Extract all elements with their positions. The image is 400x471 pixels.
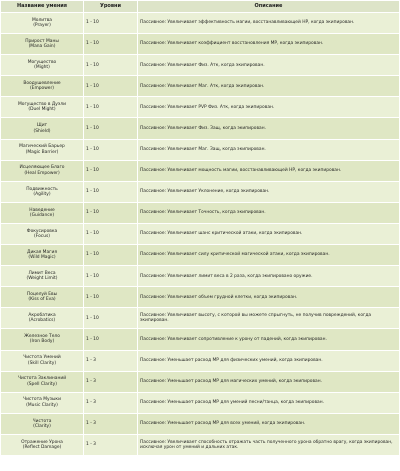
skill-name-cell (1, 13, 84, 34)
skill-levels: 1 - 10 (84, 181, 138, 202)
skill-levels: 1 - 10 (84, 118, 138, 139)
table-row (1, 329, 400, 350)
skill-description: Пассивное: Увеличивает лимит веса в 2 раза, когда экипировано оружие. (138, 266, 400, 287)
skill-levels: 1 - 10 (84, 287, 138, 308)
skill-description: Пассивное: Увеличивает способность отражать часть полученного урона обратно врагу, когда экипирован, исключая урон от умений и дальних атак. (138, 434, 400, 455)
table-row (1, 287, 400, 308)
table-row (1, 392, 400, 413)
table-row (1, 350, 400, 371)
header-row (1, 1, 400, 13)
skill-description: Пассивное: Увеличивает Маг. Атк, когда экипирован. (138, 76, 400, 97)
skill-name-ru: Акробатика (28, 313, 56, 319)
skill-name-ru: Воодушевление (23, 81, 61, 87)
table-row (1, 55, 400, 76)
skill-name-ru: Железное Тело (24, 334, 60, 340)
skill-description: Пассивное: Уменьшает расход MP для всех умений, когда экипирован. (138, 413, 400, 434)
skill-name-en: (Spell Clarity) (27, 381, 57, 387)
skill-levels: 1 - 10 (84, 308, 138, 329)
skill-name-cell (1, 392, 84, 413)
skill-description: Пассивное: Увеличивает силу критической магической атаки, когда экипирован. (138, 245, 400, 266)
header-levels: Уровни (84, 1, 138, 13)
skill-name-en: (Acrobatics) (28, 318, 56, 324)
skill-name-cell (1, 350, 84, 371)
table-row (1, 223, 400, 244)
skill-name-cell (1, 413, 84, 434)
table-row (1, 245, 400, 266)
skill-name-en: (Shield) (33, 128, 51, 134)
table-row (1, 34, 400, 55)
skill-name-en: (Duel Might) (28, 107, 56, 113)
table-row (1, 13, 400, 34)
skill-description: Пассивное: Увеличивает PVP Физ. Атк, когда экипирован. (138, 97, 400, 118)
skill-levels: 1 - 3 (84, 434, 138, 455)
skill-name-ru: Дикая Магия (27, 249, 57, 255)
skill-name-ru: Прирост Маны (25, 38, 59, 44)
skill-name-ru: Щит (36, 123, 48, 129)
skill-name-ru: Магический Барьер (19, 144, 65, 150)
header-description: Описание (138, 1, 400, 13)
skill-name-cell (1, 202, 84, 223)
skill-levels: 1 - 10 (84, 223, 138, 244)
skill-name-en: (Guidance) (29, 212, 55, 218)
table-row (1, 97, 400, 118)
skill-name-en: (Iron Body) (29, 339, 55, 345)
table-row (1, 202, 400, 223)
table-row (1, 413, 400, 434)
table-row (1, 266, 400, 287)
table-row (1, 118, 400, 139)
skill-name-ru: Подвижность (26, 186, 58, 192)
skill-name-en: (Prayer) (33, 23, 51, 29)
skill-name-ru: Чистота Музыки (23, 397, 61, 403)
skill-description: Пассивное: Увеличивает Уклонение, когда экипирован. (138, 181, 400, 202)
skill-name-ru: Молитва (32, 17, 52, 23)
skill-name-cell (1, 266, 84, 287)
skill-levels: 1 - 10 (84, 245, 138, 266)
skill-name-ru: Чистота (32, 418, 52, 424)
skill-name-ru: Поцелуй Евы (26, 291, 58, 297)
skill-description: Пассивное: Увеличивает объем грудной клетки, когда экипирован. (138, 287, 400, 308)
skill-name-cell (1, 329, 84, 350)
skill-description: Пассивное: Увеличивает эффективность магии, восстанавливающей HP, когда экипирован. (138, 13, 400, 34)
skill-name-cell (1, 97, 84, 118)
skill-levels: 1 - 10 (84, 13, 138, 34)
skill-levels: 1 - 3 (84, 350, 138, 371)
skill-name-ru: Лимит Веса (28, 270, 56, 276)
skill-name-cell (1, 139, 84, 160)
skill-name-en: (Might) (34, 65, 50, 71)
skill-levels: 1 - 10 (84, 160, 138, 181)
header-name: Название умения (1, 1, 84, 13)
skill-name-cell (1, 223, 84, 244)
skill-description: Пассивное: Увеличивает шанс критической атаки, когда экипирован. (138, 223, 400, 244)
skill-name-en: (Music Clarity) (26, 402, 58, 408)
skill-description: Пассивное: Увеличивает Физ. Атк, когда экипирован. (138, 55, 400, 76)
skill-name-ru: Могущество (27, 59, 57, 65)
skill-name-ru: Наведение (29, 207, 55, 213)
skill-name-en: (Mana Gain) (28, 44, 56, 50)
skill-description: Пассивное: Увеличивает высоту, с которой вы можете спрыгнуть, не получив повреждений, когда экипирован. (138, 308, 400, 329)
skill-levels: 1 - 10 (84, 97, 138, 118)
skill-name-cell (1, 181, 84, 202)
skill-name-en: (Kiss of Eva) (28, 297, 56, 303)
skill-levels: 1 - 10 (84, 55, 138, 76)
skill-description: Пассивное: Уменьшает расход MP для умений песни/танца, когда экипирован. (138, 392, 400, 413)
table-row (1, 371, 400, 392)
skill-levels: 1 - 3 (84, 371, 138, 392)
skill-name-en: (Skill Clarity) (27, 360, 57, 366)
table-row (1, 308, 400, 329)
skill-name-ru: Чистота Умений (23, 355, 61, 361)
skill-name-cell (1, 245, 84, 266)
table-row (1, 160, 400, 181)
skill-description: Пассивное: Увеличивает коэффициент восстановления MP, когда экипирован. (138, 34, 400, 55)
skill-name-cell (1, 160, 84, 181)
skill-levels: 1 - 10 (84, 139, 138, 160)
skill-name-en: (Reflect Damage) (22, 444, 62, 450)
skill-name-en: (Magic Barrier) (25, 149, 59, 155)
table-row (1, 181, 400, 202)
skill-name-en: (Agility) (33, 191, 51, 197)
skill-name-en: (Weight Limit) (26, 276, 58, 282)
skill-description: Пассивное: Уменьшает расход MP для магических умений, когда экипирован. (138, 371, 400, 392)
skill-description: Пассивное: Увеличивает сопротивление к урону от падений, когда экипирован. (138, 329, 400, 350)
table-row (1, 139, 400, 160)
skill-rows (1, 13, 400, 456)
skill-name-cell (1, 76, 84, 97)
skill-levels: 1 - 10 (84, 76, 138, 97)
skill-name-ru: Отражение Урона (21, 439, 63, 445)
skill-levels: 1 - 10 (84, 202, 138, 223)
skill-levels: 1 - 10 (84, 266, 138, 287)
skill-name-cell (1, 434, 84, 455)
table-row (1, 76, 400, 97)
skill-description: Пассивное: Уменьшает расход MP для физических умений, когда экипирован. (138, 350, 400, 371)
skill-levels: 1 - 3 (84, 413, 138, 434)
skill-name-cell (1, 55, 84, 76)
skill-name-en: (Heal Empower) (24, 170, 60, 176)
skill-levels: 1 - 10 (84, 329, 138, 350)
skill-levels: 1 - 10 (84, 34, 138, 55)
skill-name-en: (Empower) (29, 86, 55, 92)
table-row (1, 434, 400, 455)
skill-description: Пассивное: Увеличивает Маг. Защ, когда экипирован. (138, 139, 400, 160)
skill-description: Пассивное: Увеличивает Точность, когда экипирован. (138, 202, 400, 223)
skill-name-cell (1, 371, 84, 392)
skill-name-en: (Wild Magic) (28, 255, 56, 261)
skill-description: Пассивное: Увеличивает мощность магии, восстанавливающей HP, когда экипирован. (138, 160, 400, 181)
skill-name-ru: Исцеляющее Благо (19, 165, 65, 171)
skill-description: Пассивное: Увеличивает Физ. Защ, когда экипирован. (138, 118, 400, 139)
skill-name-cell (1, 308, 84, 329)
skill-name-cell (1, 287, 84, 308)
skill-name-en: (Focus) (34, 233, 50, 239)
skill-levels: 1 - 3 (84, 392, 138, 413)
skill-name-en: (Clarity) (33, 423, 51, 429)
skill-name-cell (1, 34, 84, 55)
skill-name-ru: Фокусировка (26, 228, 58, 234)
skill-name-ru: Могущество в Дуэли (18, 102, 66, 108)
skill-name-ru: Чистота Заклинаний (17, 376, 67, 382)
skill-name-cell (1, 118, 84, 139)
